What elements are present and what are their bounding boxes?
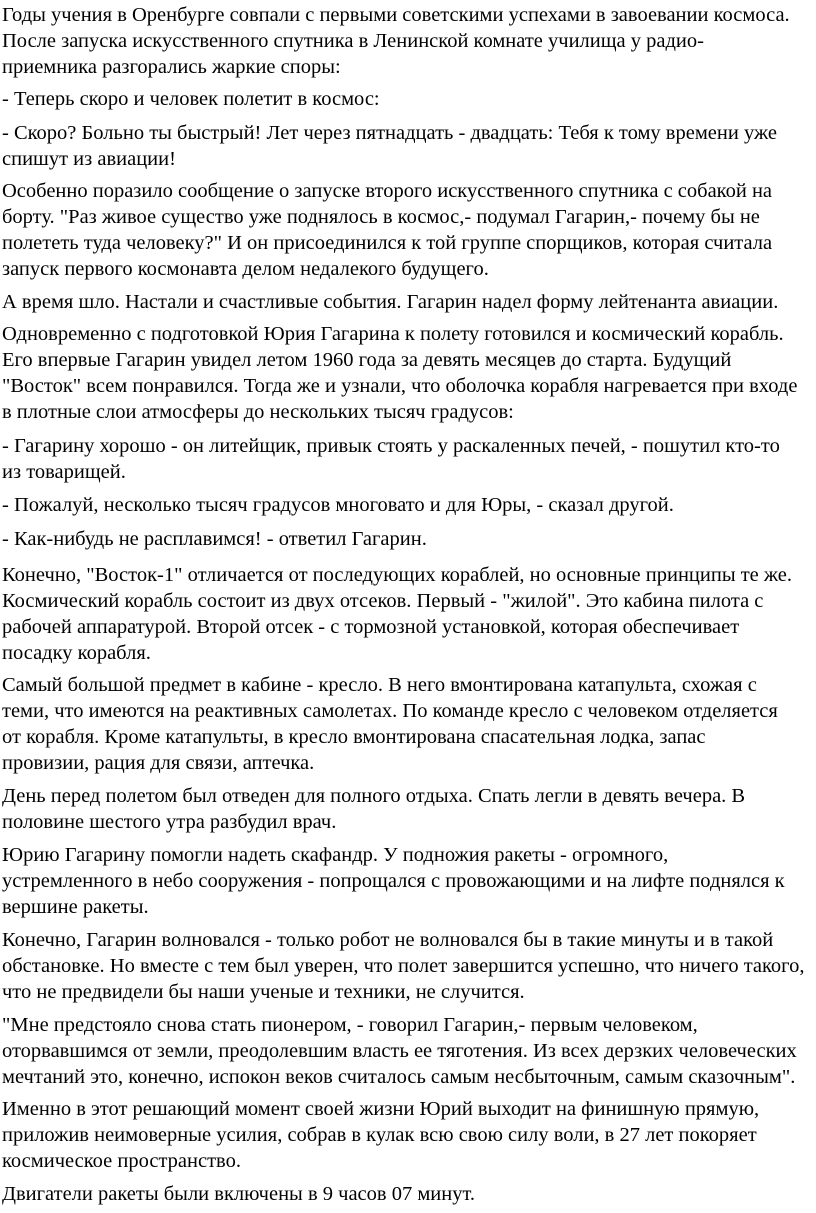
text-line: Самый большой предмет в кабине - кресло. В него вмонтирована катапульта, схожая с <box>2 674 757 696</box>
text-line: Двигатели ракеты были включены в 9 часов 07 минут. <box>2 1183 476 1205</box>
text-line: от корабля. Кроме катапульты, в кресло вмонтирована спасательная лодка, запас <box>2 726 706 748</box>
text-line: - Гагарину хорошо - он литейщик, привык стоять у раскаленных печей, - пошутил кто-то <box>2 435 780 457</box>
paragraph-17 <box>2 1181 475 1207</box>
paragraph-16 <box>2 1096 759 1174</box>
paragraph-15 <box>2 1012 797 1090</box>
text-line: "Мне предстояло снова стать пионером, - говорил Гагарин,- первым человеком, <box>2 1014 698 1036</box>
text-line: - Скоро? Больно ты быстрый! Лет через пятнадцать - двадцать: Тебя к тому времени уже <box>2 122 777 144</box>
text-line: А время шло. Настали и счастливые события. Гагарин надел форму лейтенанта авиации. <box>2 291 779 313</box>
paragraph-14 <box>2 927 804 1005</box>
paragraph-1 <box>2 2 790 80</box>
paragraph-12 <box>2 783 745 835</box>
text-line: устремленного в небо сооружения - попрощался с провожающими и на лифте поднялся к <box>2 870 785 892</box>
text-line: Его впервые Гагарин увидел летом 1960 года за девять месяцев до старта. Будущий <box>2 349 732 371</box>
text-line: - Теперь скоро и человек полетит в космос: <box>2 88 380 110</box>
text-line: из товарищей. <box>2 461 126 483</box>
text-line: После запуска искусственного спутника в Ленинской комнате училища у радио- <box>2 30 704 52</box>
paragraph-6 <box>2 321 797 425</box>
text-line: Конечно, Гагарин волновался - только робот не волновался бы в такие минуты и в такой <box>2 929 774 951</box>
text-line: Конечно, "Восток-1" отличается от последующих кораблей, но основные принципы те же. <box>2 564 793 586</box>
paragraph-9 <box>2 526 427 552</box>
paragraph-3 <box>2 120 777 172</box>
text-line: теми, что имеются на реактивных самолетах. По команде кресло с человеком отделяется <box>2 700 778 722</box>
text-line: половине шестого утра разбудил врач. <box>2 811 337 833</box>
paragraph-5 <box>2 289 778 315</box>
text-line: приложив неимоверные усилия, собрав в кулак всю свою силу воли, в 27 лет покоряет <box>2 1124 757 1146</box>
paragraph-7 <box>2 433 780 485</box>
paragraph-10 <box>2 562 792 666</box>
text-line: Именно в этот решающий момент своей жизни Юрий выходит на финишную прямую, <box>2 1098 760 1120</box>
text-line: обстановке. Но вместе с тем был уверен, что полет завершится успешно, что ничего такого, <box>2 955 805 977</box>
text-line: мечтаний это, конечно, испокон веков считалось самым несбыточным, самым сказочным". <box>2 1066 796 1088</box>
paragraph-8 <box>2 492 674 518</box>
text-line: - Как-нибудь не расплавимся! - ответил Гагарин. <box>2 528 427 550</box>
text-line: вершине ракеты. <box>2 896 149 918</box>
text-line: провизии, рация для связи, аптечка. <box>2 752 315 774</box>
text-line: космическое пространство. <box>2 1150 241 1172</box>
text-line: Космический корабль состоит из двух отсеков. Первый - "жилой". Это кабина пилота с <box>2 590 764 612</box>
text-line: оторвавшимся от земли, преодолевшим власть ее тяготения. Из всех дерзких человеческих <box>2 1040 797 1062</box>
text-line: рабочей аппаратурой. Второй отсек - с тормозной установкой, которая обеспечивает <box>2 616 740 638</box>
text-line: - Пожалуй, несколько тысяч градусов многовато и для Юры, - сказал другой. <box>2 494 674 516</box>
text-line: День перед полетом был отведен для полного отдыха. Спать легли в девять вечера. В <box>2 785 746 807</box>
text-line: в плотные слои атмосферы до нескольких тысяч градусов: <box>2 401 514 423</box>
text-line: приемника разгорались жаркие споры: <box>2 56 341 78</box>
paragraph-2 <box>2 86 380 112</box>
text-line: Годы учения в Оренбурге совпали с первыми советскими успехами в завоевании космоса. <box>2 4 790 26</box>
text-line: что не предвидели бы наши ученые и техники, не случится. <box>2 981 525 1003</box>
text-line: спишут из авиации! <box>2 148 176 170</box>
text-line: Юрию Гагарину помогли надеть скафандр. У подножия ракеты - огромного, <box>2 844 669 866</box>
text-line: посадку корабля. <box>2 642 151 664</box>
text-line: борту. "Раз живое существо уже поднялось в космос,- подумал Гагарин,- почему бы не <box>2 206 760 228</box>
text-line: Особенно поразило сообщение о запуске второго искусственного спутника с собакой на <box>2 180 773 202</box>
text-line: полететь туда человеку?" И он присоединился к той группе спорщиков, которая считала <box>2 232 773 254</box>
paragraph-4 <box>2 178 772 282</box>
paragraph-11 <box>2 672 778 776</box>
text-line: Одновременно с подготовкой Юрия Гагарина к полету готовился и космический корабль. <box>2 323 784 345</box>
paragraph-13 <box>2 842 785 920</box>
text-line: запуск первого космонавта делом недалекого будущего. <box>2 258 489 280</box>
text-line: "Восток" всем понравился. Тогда же и узнали, что оболочка корабля нагревается при входе <box>2 375 798 397</box>
